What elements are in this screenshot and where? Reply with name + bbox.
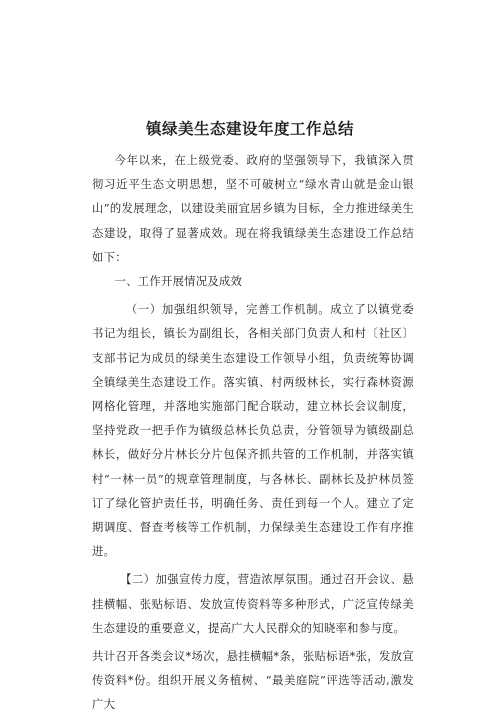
intro-paragraph: 今年以来，在上级党委、政府的坚强领导下，我镇深入贯彻习近平生态文明思想，坚不可破树立“绿水青山就是金山银山”的发展理念，以建设美丽宜居乡镇为目标，全力推进绿美生态建设，取得了显著成效。现在将我镇绿美生态建设工作总结如下： [92, 154, 414, 264]
continuation-paragraph: 共计召开各类会议*场次，悬挂横幅*条，张贴标语*张，发放宣传资料*份。组织开展义务植树、“最美庭院”评选等活动,激发广大 [92, 650, 414, 712]
subsection-paragraph-2: 【二）加强宣传力度，营造浓厚氛围。通过召开会议、悬挂横幅、张贴标语、发放宣传资料等多种形式，广泛宣传绿美生态建设的重要意义，提高广大人民群众的知晓率和参与度。 [92, 573, 414, 635]
document-title: 镇绿美生态建设年度工作总结 [145, 120, 354, 138]
subsection-paragraph-1: （一）加强组织领导，完善工作机制。成立了以镇党委书记为组长，镇长为副组长，各相关部门负责人和村〔社区〕支部书记为成员的绿美生态建设工作领导小组，负责统筹协调全镇绿美生态建设工作。落实镇、村两级林长，实行森林资源网格化管理，并落地实施部门配合联动，建立林长会议制度，坚持党政一把手作为镇级总林长负总责，分管领导为镇级副总林长，做好分片林长分片包保齐抓共管的工作机制，并落实镇村“一林一员”的规章管理制度，与各林长、副林长及护林员签订了绿化管护责任书，明确任务、责任到每一个人。建立了定期调度、督查考核等工作机制，力保绿美生态建设工作有序推进。 [92, 303, 414, 559]
section-heading: 一、工作开展情况及成效 [114, 275, 243, 289]
document-body [92, 149, 414, 718]
